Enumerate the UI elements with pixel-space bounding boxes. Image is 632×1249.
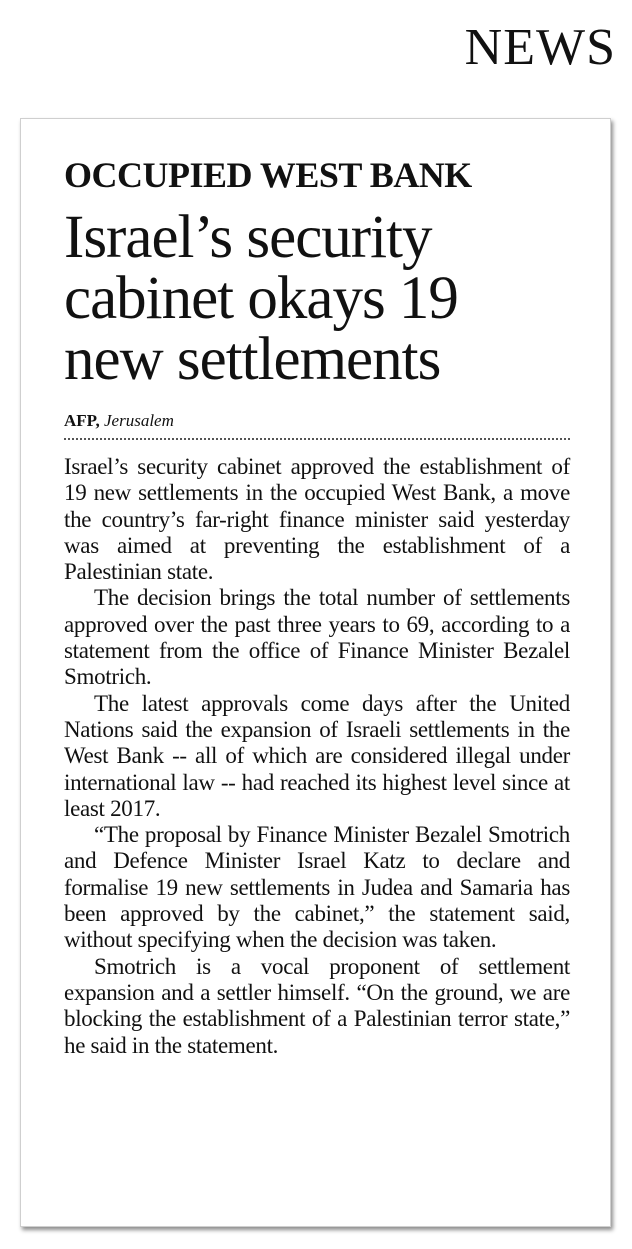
byline-place: Jerusalem [104,411,174,430]
body-paragraph: The decision brings the total number of settlements approved over the past three years to 69, according to a statement from the office of Finance Minister Bezalel Smotrich. [64,585,570,690]
article-headline: Israel’s security cabinet okays 19 new settlements [64,204,458,393]
article-content [64,153,570,1059]
body-paragraph: Israel’s security cabinet approved the establishment of 19 new settlements in the occupied West Bank, a move the country’s far-right finance minister said yesterday was aimed at preventing the establishment of a Palestinian state. [64,454,570,585]
byline [64,410,570,432]
article-card [20,118,611,1227]
dotted-divider [64,438,570,440]
byline-agency: AFP, [64,411,100,430]
article-body [64,454,570,1059]
body-paragraph: The latest approvals come days after the United Nations said the expansion of Israeli settlements in the West Bank -- all of which are considered illegal under international law -- had reached its highest level since at least 2017. [64,690,570,821]
article-kicker: OCCUPIED WEST BANK [64,155,472,195]
section-label: NEWS [464,19,616,76]
body-paragraph: “The proposal by Finance Minister Bezalel Smotrich and Defence Minister Israel Katz to declare and formalise 19 new settlements in Judea and Samaria has been approved by the cabinet,” the statement said, without specifying when the decision was taken. [64,822,570,953]
body-paragraph: Smotrich is a vocal proponent of settlement expansion and a settler himself. “On the ground, we are blocking the establishment of a Palestinian terror state,” he said in the statement. [64,953,570,1058]
